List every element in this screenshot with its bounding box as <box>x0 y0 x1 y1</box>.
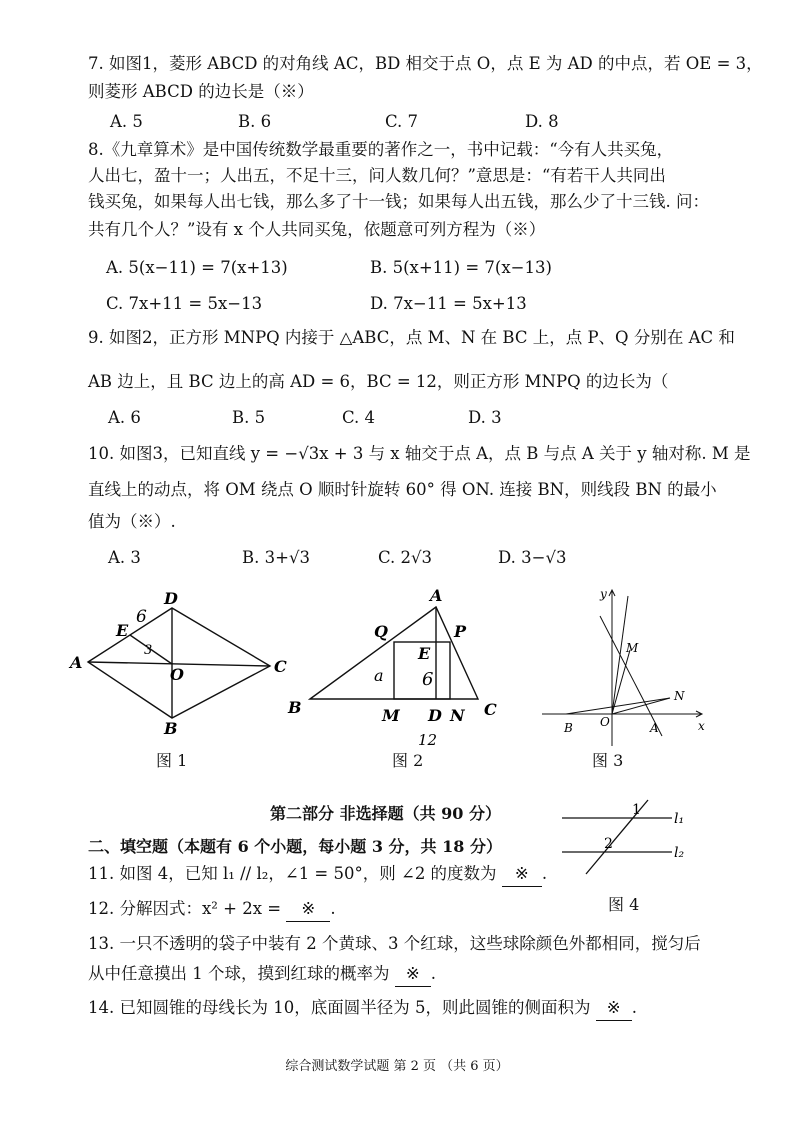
q7-option-d: D. 8 <box>525 112 559 131</box>
fig1-label-o: O <box>170 665 184 684</box>
q10-line3: 值为（※）. <box>88 512 176 531</box>
q8-line3: 钱买兔，如果每人出七钱，那么多了十一钱；如果每人出五钱，那么少了十三钱. 问： <box>88 192 709 211</box>
q7-line1: 7. 如图1，菱形 ABCD 的对角线 AC，BD 相交于点 O，点 E 为 AD 的中点，若 OE = 3， <box>88 54 763 73</box>
q11-answer-blank[interactable]: ※ <box>502 862 542 887</box>
fig3-label-b: B <box>564 721 573 735</box>
fig1-label-c: C <box>274 657 287 676</box>
fig1-label-b: B <box>164 719 178 738</box>
part2-heading: 第二部分 非选择题（共 90 分） <box>270 804 501 823</box>
fig1-handwritten-6: 6 <box>136 607 147 627</box>
fill-in-section-heading: 二、填空题（本题有 6 个小题，每小题 3 分，共 18 分） <box>88 837 502 856</box>
figure-1-rhombus <box>60 590 290 740</box>
fig4-angle-1: 1 <box>632 802 641 818</box>
q9-option-d: D. 3 <box>468 408 502 427</box>
fig4-angle-2: 2 <box>604 836 613 852</box>
fig2-label-a: A <box>430 586 443 605</box>
figure-4-parallel-lines <box>556 796 706 876</box>
q8-line2: 人出七，盈十一；人出五，不足十三，问人数几何？”意思是：“有若干人共同出 <box>88 166 666 185</box>
q10-option-a: A. 3 <box>108 548 141 567</box>
fig2-handwritten-a: a <box>374 666 384 685</box>
fig3-label-n: N <box>674 689 685 703</box>
figure-2-triangle <box>282 585 512 750</box>
fig2-handwritten-12: 12 <box>418 731 438 749</box>
figure-3-coordinate-plane <box>536 586 716 748</box>
q8-option-c: C. 7x+11 = 5x−13 <box>106 294 263 313</box>
q7-option-a: A. 5 <box>110 112 143 131</box>
q10-option-c: C. 2√3 <box>378 548 433 567</box>
fig2-label-m: M <box>382 706 400 725</box>
q14-end: . <box>631 998 637 1017</box>
q13-text: 从中任意摸出 1 个球，摸到红球的概率为 <box>88 964 390 983</box>
q9-line1: 9. 如图2，正方形 MNPQ 内接于 △ABC，点 M、N 在 BC 上，点 P、Q 分别在 AC 和 <box>88 328 735 347</box>
q12-end: . <box>330 899 336 918</box>
q11-end: . <box>541 864 548 883</box>
q12-line <box>88 897 336 922</box>
q10-line2: 直线上的动点，将 OM 绕点 O 顺时针旋转 60° 得 ON. 连接 BN，则线段 BN 的最小 <box>88 480 717 499</box>
fig2-label-q: Q <box>374 622 388 641</box>
q12-answer-blank[interactable]: ※ <box>286 897 330 922</box>
q8-line1: 8.《九章算术》是中国传统数学最重要的著作之一，书中记载：“今有人共买兔， <box>88 140 674 159</box>
fig3-label-a: A <box>650 721 659 735</box>
figure-2-caption: 图 2 <box>392 751 424 770</box>
q10-option-b: B. 3+√3 <box>242 548 310 567</box>
q9-option-c: C. 4 <box>342 408 376 427</box>
fig4-label-l2: l₂ <box>674 845 685 861</box>
q7-option-b: B. 6 <box>238 112 272 131</box>
q9-option-b: B. 5 <box>232 408 266 427</box>
q13-end: . <box>430 964 436 983</box>
q8-option-a: A. 5(x−11) = 7(x+13) <box>106 258 288 277</box>
figure-1-caption: 图 1 <box>156 751 188 770</box>
fig3-label-m: M <box>626 641 639 655</box>
fig2-label-b: B <box>288 698 302 717</box>
fig2-label-d: D <box>428 706 442 725</box>
q14-answer-blank[interactable]: ※ <box>596 996 632 1021</box>
fig1-handwritten-3: 3 <box>144 643 153 658</box>
q8-option-b: B. 5(x+11) = 7(x−13) <box>370 258 552 277</box>
q10-option-d: D. 3−√3 <box>498 548 567 567</box>
q9-line2: AB 边上，且 BC 边上的高 AD = 6，BC = 12，则正方形 MNPQ 的边长为（ <box>88 372 669 391</box>
figure-4-caption: 图 4 <box>608 895 640 914</box>
q8-option-d: D. 7x−11 = 5x+13 <box>370 294 527 313</box>
fig2-label-c: C <box>484 700 497 719</box>
fig3-label-x: x <box>698 719 705 733</box>
fig1-label-e: E <box>116 621 129 640</box>
fig2-label-p: P <box>454 622 467 641</box>
fig2-label-e: E <box>418 644 431 663</box>
fig4-label-l1: l₁ <box>674 811 685 827</box>
q8-line4: 共有几个人？”设有 x 个人共同买兔，依题意可列方程为（※） <box>88 220 546 239</box>
q11-text: 11. 如图 4，已知 l₁ // l₂，∠1 = 50°，则 ∠2 的度数为 <box>88 864 497 883</box>
fig3-label-y: y <box>600 587 607 601</box>
q7-option-c: C. 7 <box>385 112 419 131</box>
segment-bn <box>566 698 670 714</box>
page-footer: 综合测试数学试题 第 2 页 （共 6 页） <box>285 1059 509 1074</box>
q12-text: 12. 分解因式：x² + 2x = <box>88 899 282 918</box>
q9-option-a: A. 6 <box>108 408 141 427</box>
q14-line <box>88 996 637 1021</box>
fig1-label-d: D <box>164 590 178 608</box>
q10-line1: 10. 如图3，已知直线 y = −√3x + 3 与 x 轴交于点 A，点 B 与点 A 关于 y 轴对称. M 是 <box>88 444 751 463</box>
q13-answer-blank[interactable]: ※ <box>395 962 431 987</box>
fig3-label-o: O <box>600 715 610 729</box>
q13-line1: 13. 一只不透明的袋子中装有 2 个黄球、3 个红球，这些球除颜色外都相同，搅匀后 <box>88 934 701 953</box>
q7-line2: 则菱形 ABCD 的边长是（※） <box>88 82 314 101</box>
q13-line2 <box>88 962 436 987</box>
fig1-label-a: A <box>70 653 83 672</box>
construction-line <box>612 596 628 714</box>
figure-3-caption: 图 3 <box>592 751 624 770</box>
fig2-handwritten-6: 6 <box>422 669 434 690</box>
q11-line <box>88 862 547 887</box>
q14-text: 14. 已知圆锥的母线长为 10，底面圆半径为 5，则此圆锥的侧面积为 <box>88 998 591 1017</box>
fig2-label-n: N <box>450 706 465 725</box>
